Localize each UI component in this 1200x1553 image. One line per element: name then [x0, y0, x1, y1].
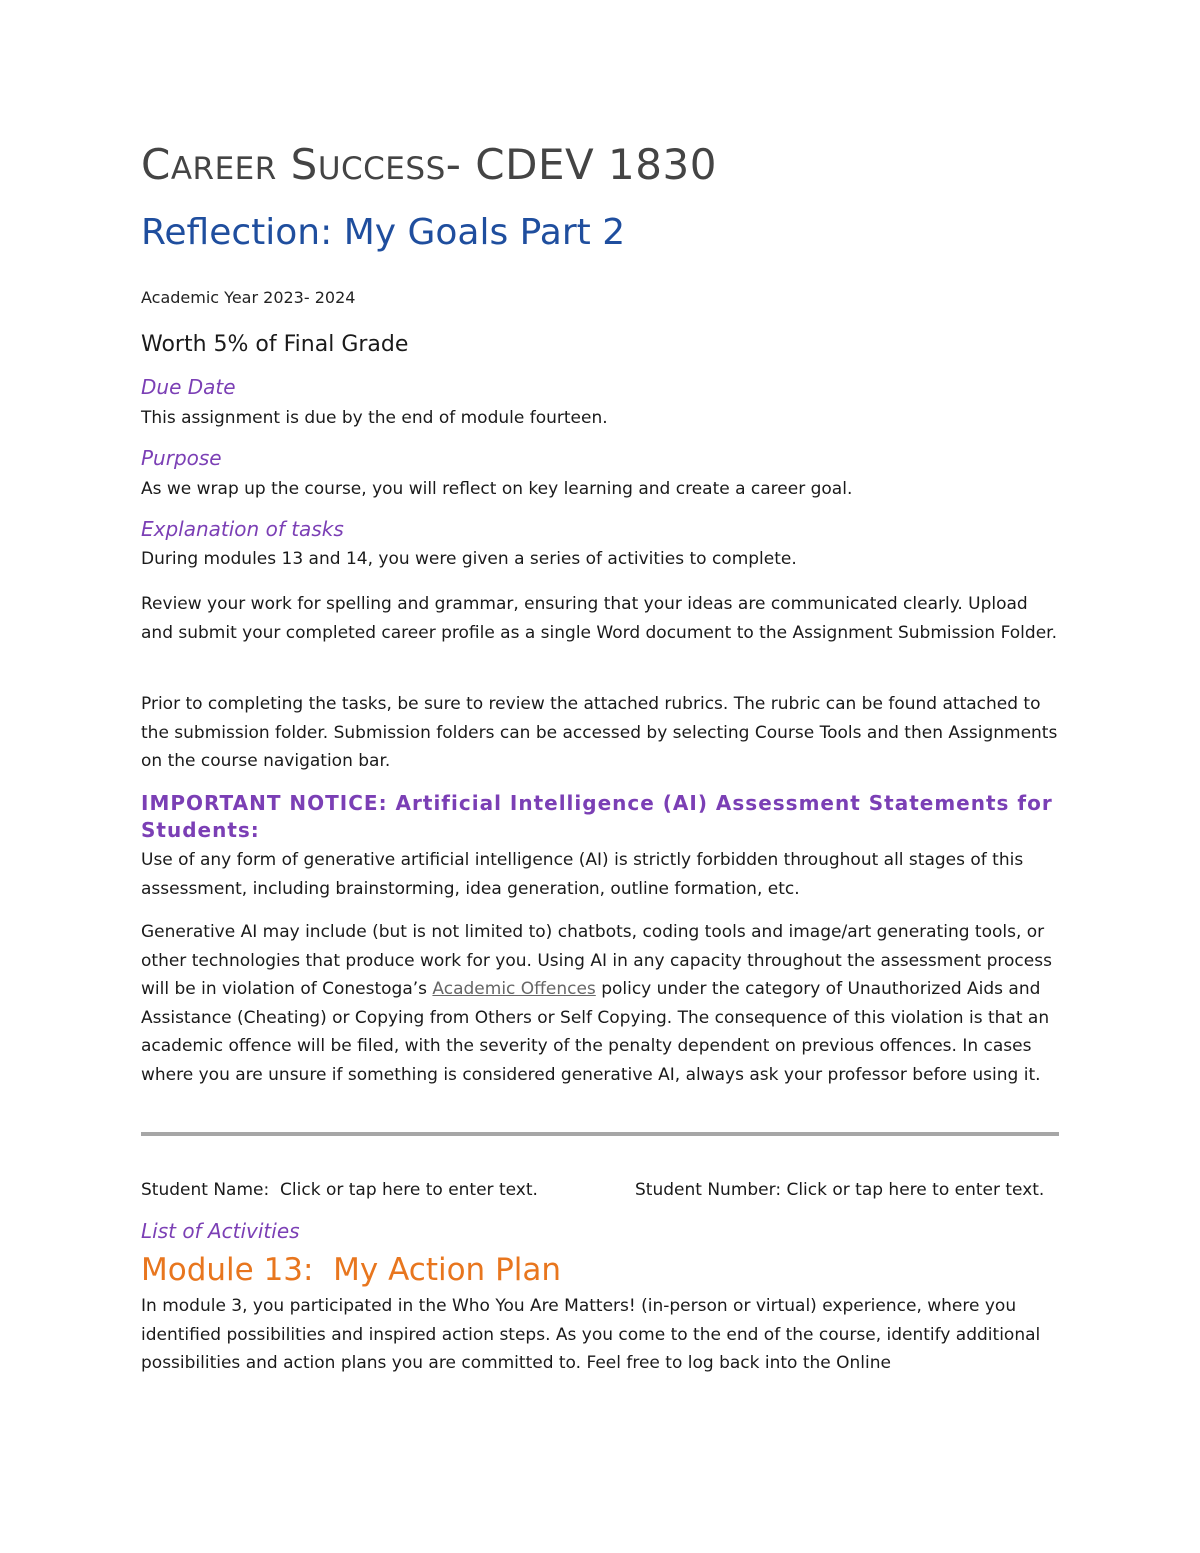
explanation-heading: Explanation of tasks: [141, 517, 344, 541]
course-title: [141, 140, 717, 189]
due-date-text: This assignment is due by the end of module fourteen.: [141, 408, 608, 428]
horizontal-divider: [141, 1132, 1059, 1136]
student-name-label: Student Name:: [141, 1180, 270, 1200]
academic-year: Academic Year 2023- 2024: [141, 288, 356, 307]
student-number-input[interactable]: Click or tap here to enter text.: [786, 1180, 1045, 1200]
course-title-code: - CDEV 1830: [445, 140, 717, 189]
ai-notice-text-after-link: policy under the category of Unauthorized Aids and Assistance (Cheating) or Copying from Others or Self Copying. The consequence of this violation is that an academic offence will be filed, with the severity of the penalty dependent on previous offences. In cases where you are unsure if something is considered generative AI, always ask your professor before using it.: [141, 979, 1050, 1085]
grade-weight: Worth 5% of Final Grade: [141, 332, 409, 357]
module-13-text: In module 3, you participated in the Who You Are Matters! (in-person or virtual) experience, where you identified possibilities and inspired action steps. As you come to the end of the course, identify additional possibilities and action plans you are committed to. Feel free to log back into the Online: [141, 1296, 1041, 1373]
due-date-heading: Due Date: [141, 375, 236, 399]
explanation-paragraph-2: Review your work for spelling and grammar, ensuring that your ideas are communicated clearly. Upload and submit your completed career profile as a single Word document to the Assignment Submission Folder.: [141, 594, 1057, 643]
student-number-field: [635, 1180, 1044, 1200]
ai-notice-text-before-link: Generative AI may include (but is not limited to) chatbots, coding tools and image/art generating tools, or other technologies that produce work for you. Using AI in any capacity throughout the assessment process will be in violation of Conestoga’s: [141, 922, 1052, 999]
explanation-paragraph-3: Prior to completing the tasks, be sure to review the attached rubrics. The rubric can be found attached to the submission folder. Submission folders can be accessed by selecting Course Tools and then Assignments on the course navigation bar.: [141, 694, 1058, 771]
ai-notice-paragraph-2: [141, 918, 1061, 1089]
course-title-initial-s: S: [290, 140, 318, 189]
document-title: Reflection: My Goals Part 2: [141, 212, 626, 253]
purpose-text: As we wrap up the course, you will reflect on key learning and create a career goal.: [141, 479, 853, 499]
course-title-initial-c: C: [141, 140, 171, 189]
student-number-label: Student Number:: [635, 1180, 782, 1200]
academic-offences-link[interactable]: Academic Offences: [432, 979, 596, 999]
module-13-heading: Module 13: My Action Plan: [141, 1252, 562, 1288]
course-title-smallcaps-areer: AREER: [170, 151, 277, 187]
activities-heading: List of Activities: [141, 1219, 300, 1243]
ai-notice-heading: IMPORTANT NOTICE: Artificial Intelligence (AI) Assessment Statements for Students:: [141, 791, 1053, 842]
course-title-smallcaps-uccess: UCCESS: [317, 151, 446, 187]
explanation-paragraph-1: During modules 13 and 14, you were given a series of activities to complete.: [141, 549, 797, 569]
ai-notice-paragraph-1: Use of any form of generative artificial intelligence (AI) is strictly forbidden throughout all stages of this assessment, including brainstorming, idea generation, outline formation, etc.: [141, 850, 1024, 899]
student-name-input[interactable]: Click or tap here to enter text.: [280, 1180, 538, 1200]
purpose-heading: Purpose: [141, 446, 222, 470]
student-name-field: [141, 1180, 538, 1200]
